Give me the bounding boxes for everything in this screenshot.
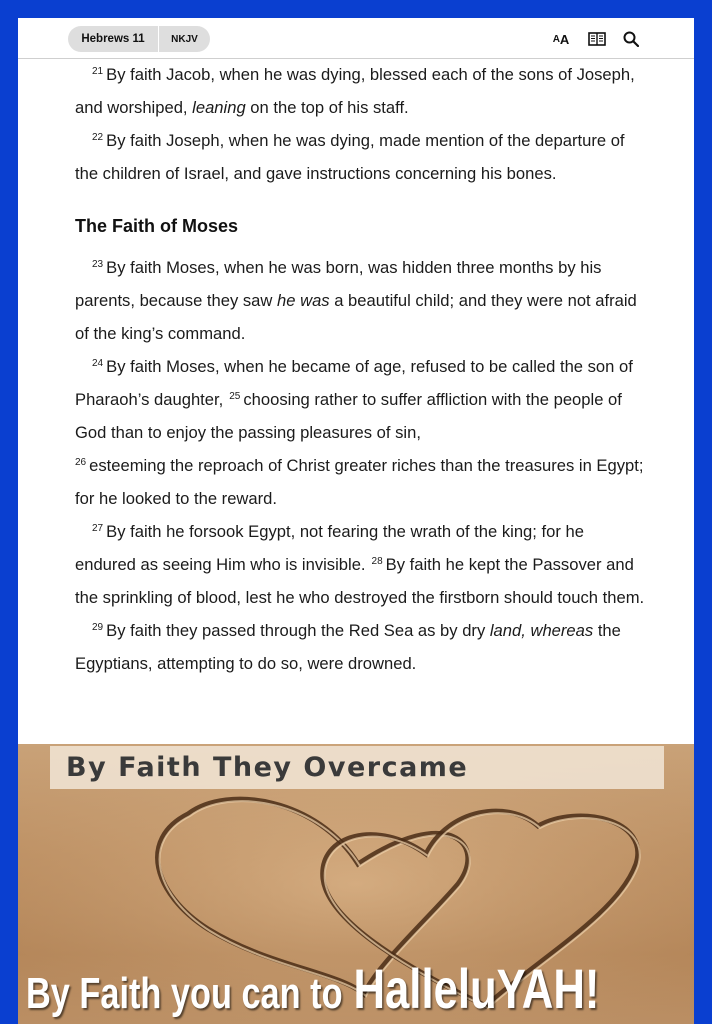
verse-text: By faith Moses, when he was born, was hidden three months by his parents, because they saw [75,258,602,310]
sand-hearts-banner [18,744,694,1024]
slogan-emphasis: HalleluYAH! [353,957,600,1020]
verse-21 [75,58,645,124]
verse-text: choosing rather to suffer affliction with the people of God than to enjoy the passing pleasures of sin, [75,390,622,442]
italic-text: leaning [192,98,246,117]
verse-text: By faith Jacob, when he was dying, blessed each of the sons of Joseph, and worshiped, [75,65,635,117]
verse-number: 29 [92,622,104,633]
verse-text: on the top of his staff. [245,98,409,117]
verse-23 [75,251,645,350]
text-size-icon[interactable]: A A [552,31,570,47]
verse-27-28 [75,515,645,614]
book-icon[interactable] [584,28,610,50]
banner-title: By Faith They Overcame [66,752,469,783]
section-heading: The Faith of Moses [75,216,239,236]
book-chapter-button[interactable]: Hebrews 11 [68,26,158,52]
verse-number: 22 [92,132,104,143]
verse-text: the Egyptians, attempting to do so, were drowned. [75,621,621,673]
verse-number: 26 [75,457,87,468]
verse-text: By faith they passed through the Red Sea as by dry [106,621,490,640]
banner-title-box [50,746,664,789]
verse-text: By faith he kept the Passover and the sprinkling of blood, lest he who destroyed the firstborn should touch them. [75,555,645,607]
italic-text: whereas [530,621,594,640]
italic-text: he was [277,291,330,310]
verse-29 [75,614,645,680]
verse-text: By faith Joseph, when he was dying, made mention of the departure of the children of Israel, and gave instructions concerning his bones. [75,131,625,183]
bible-reader [18,18,694,746]
verse-number: 24 [92,358,104,369]
slogan-text: By Faith you can to [26,969,343,1018]
verse-text: esteeming the reproach of Christ greater riches than the treasures in Egypt; for he looked to the reward. [75,456,644,508]
italic-text: land, [489,621,526,640]
passage-text [75,58,645,680]
verse-number: 21 [92,66,104,77]
reader-toolbar [18,18,694,59]
verse-text: a beautiful child; and they were not afraid of the king’s command. [75,291,637,343]
verse-text: By faith Moses, when he became of age, refused to be called the son of Pharaoh’s daughter, [75,357,633,409]
verse-number: 28 [371,556,383,567]
verse-number: 25 [229,391,241,402]
verse-number: 27 [92,523,104,534]
verse-22 [75,124,645,190]
verse-24-26 [75,350,645,515]
verse-text: By faith he forsook Egypt, not fearing the wrath of the king; for he endured as seeing Him who is invisible. [75,522,584,574]
verse-number: 23 [92,259,104,270]
search-icon[interactable] [618,28,644,50]
banner-slogan [26,956,599,1022]
version-button[interactable]: NKJV [159,26,210,52]
